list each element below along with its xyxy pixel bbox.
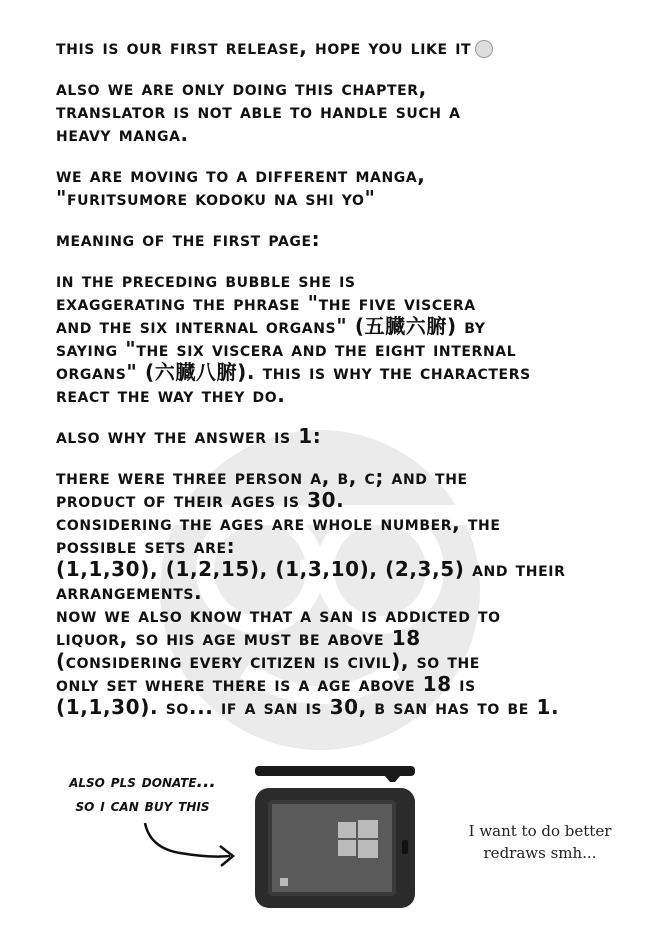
donate-text — [50, 770, 235, 818]
paragraph-next-manga: we are moving to a different manga, "furitsumore kodoku na shi yo" — [56, 163, 426, 210]
release-notes — [56, 36, 631, 737]
note-line-1: I want to do better — [468, 822, 612, 840]
arrow-icon — [135, 818, 245, 878]
paragraph-intro: this is our first release, hope you like it — [56, 36, 631, 59]
smile-icon — [475, 40, 493, 58]
paragraph-answer-body: there were three person a, b, c; and the product of their ages is 30. considering the ages are whole number, the possible sets are: (1,1,30), (1,2,15), (1,3,10), (2,3,5) and their arrangements. now we also know that a san is addicted to liquor, so his age must be above 18 (considering every citizen is civil), so the only set where there is a age above 18 is (1,1,30). so... if a san is 30, b san has to be 1. — [56, 465, 566, 719]
handwritten-note — [455, 820, 625, 864]
paragraph-meaning-body: in the preceding bubble she is exaggerating the phrase "the five viscera and the six internal organs" (五臓六腑) by saying "the six viscera and the eight internal organs" (六臓八腑). this is why the characters react the way they do. — [56, 268, 531, 407]
paragraph-chapter-note: also we are only doing this chapter, translator is not able to handle such a heavy manga. — [56, 76, 461, 146]
tablet-icon — [250, 760, 420, 910]
donate-line-1: also pls donate... — [69, 772, 216, 792]
paragraph-meaning-heading: meaning of the first page: — [56, 227, 321, 251]
paragraph-answer-heading: also why the answer is 1: — [56, 424, 322, 448]
note-line-2: redraws smh... — [483, 844, 597, 862]
donate-line-2: so i can buy this — [75, 796, 210, 816]
